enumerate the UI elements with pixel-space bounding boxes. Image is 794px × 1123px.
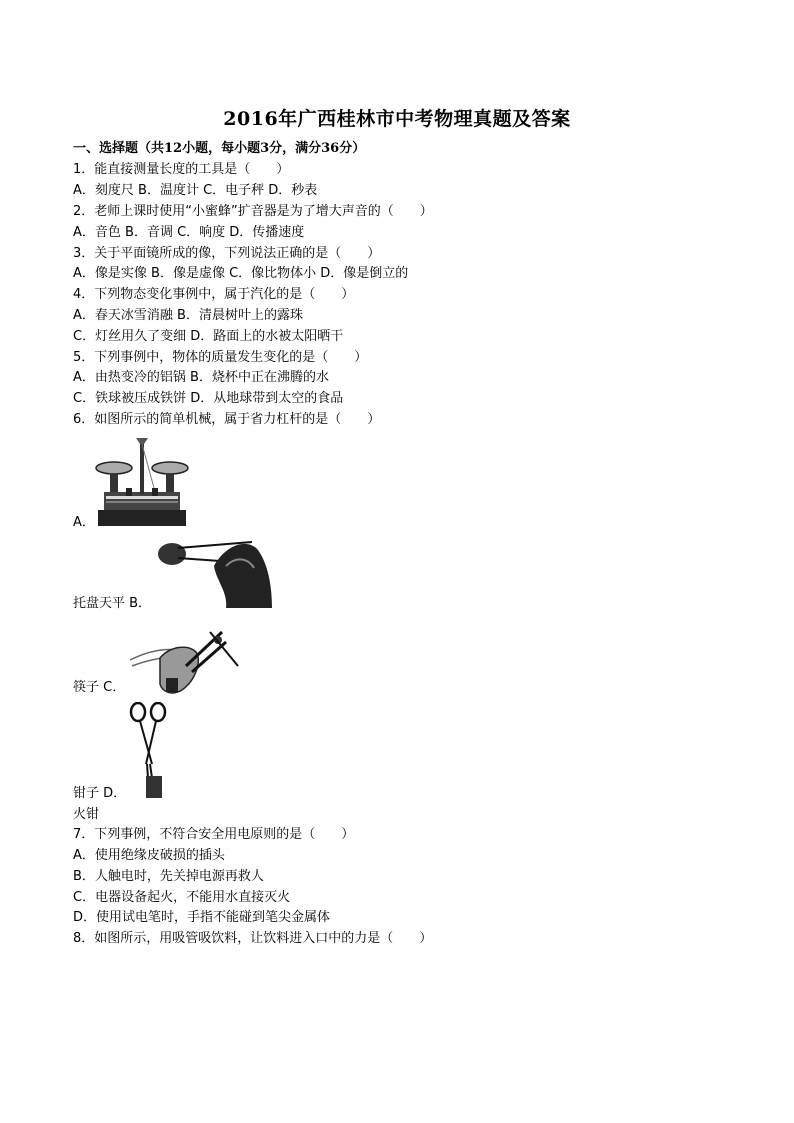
q2-stem: 2．老师上课时使用“小蜜蜂”扩音器是为了增大声音的（ ） <box>73 204 433 219</box>
q6-option-d-label: 钳子 D． <box>73 786 127 801</box>
q6-option-a-label: A． <box>73 515 95 530</box>
page-title: 2016年广西桂林市中考物理真题及答案 <box>223 108 571 130</box>
q3-stem: 3．关于平面镜所成的像，下列说法正确的是（ ） <box>73 246 381 261</box>
q7-option-a: A．使用绝缘皮破损的插头 <box>73 848 225 863</box>
q5-options-cd: C．铁球被压成铁饼 D．从地球带到太空的食品 <box>73 391 344 406</box>
q7-option-d: D．使用试电笔时，手指不能碰到笔尖金属体 <box>73 910 331 925</box>
q1-options: A．刻度尺 B．温度计 C．电子秤 D．秒表 <box>73 183 318 198</box>
q4-options-cd: C．灯丝用久了变细 D．路面上的水被太阳晒干 <box>73 329 344 344</box>
q6-option-c-label: 筷子 C． <box>73 680 126 695</box>
pliers-figure <box>126 622 240 696</box>
q4-options-ab: A．春天冰雪消融 B．清晨树叶上的露珠 <box>73 308 303 323</box>
q3-options: A．像是实像 B．像是虚像 C．像比物体小 D．像是倒立的 <box>73 266 409 281</box>
q7-option-c: C．电器设备起火，不能用水直接灭火 <box>73 890 291 905</box>
q4-stem: 4．下列物态变化事例中，属于汽化的是（ ） <box>73 287 355 302</box>
balance-scale-figure <box>92 432 192 528</box>
q5-stem: 5．下列事例中，物体的质量发生变化的是（ ） <box>73 350 368 365</box>
q1-stem: 1．能直接测量长度的工具是（ ） <box>73 162 290 177</box>
fire-tongs-figure <box>126 702 172 800</box>
q8-stem: 8．如图所示，用吸管吸饮料，让饮料进入口中的力是（ ） <box>73 931 433 946</box>
section-heading: 一、选择题（共12小题，每小题3分，满分36分） <box>73 141 366 156</box>
q7-stem: 7．下列事例，不符合安全用电原则的是（ ） <box>73 827 355 842</box>
q7-option-b: B．人触电时，先关掉电源再救人 <box>73 869 264 884</box>
q6-stem: 6．如图所示的简单机械，属于省力杠杆的是（ ） <box>73 412 381 427</box>
q6-option-b-label: 托盘天平 B． <box>73 596 152 611</box>
q5-options-ab: A．由热变冷的铝锅 B．烧杯中正在沸腾的水 <box>73 370 329 385</box>
chopsticks-figure <box>156 536 274 608</box>
q6-option-d-caption: 火钳 <box>73 807 100 822</box>
q2-options: A．音色 B．音调 C．响度 D．传播速度 <box>73 225 305 240</box>
